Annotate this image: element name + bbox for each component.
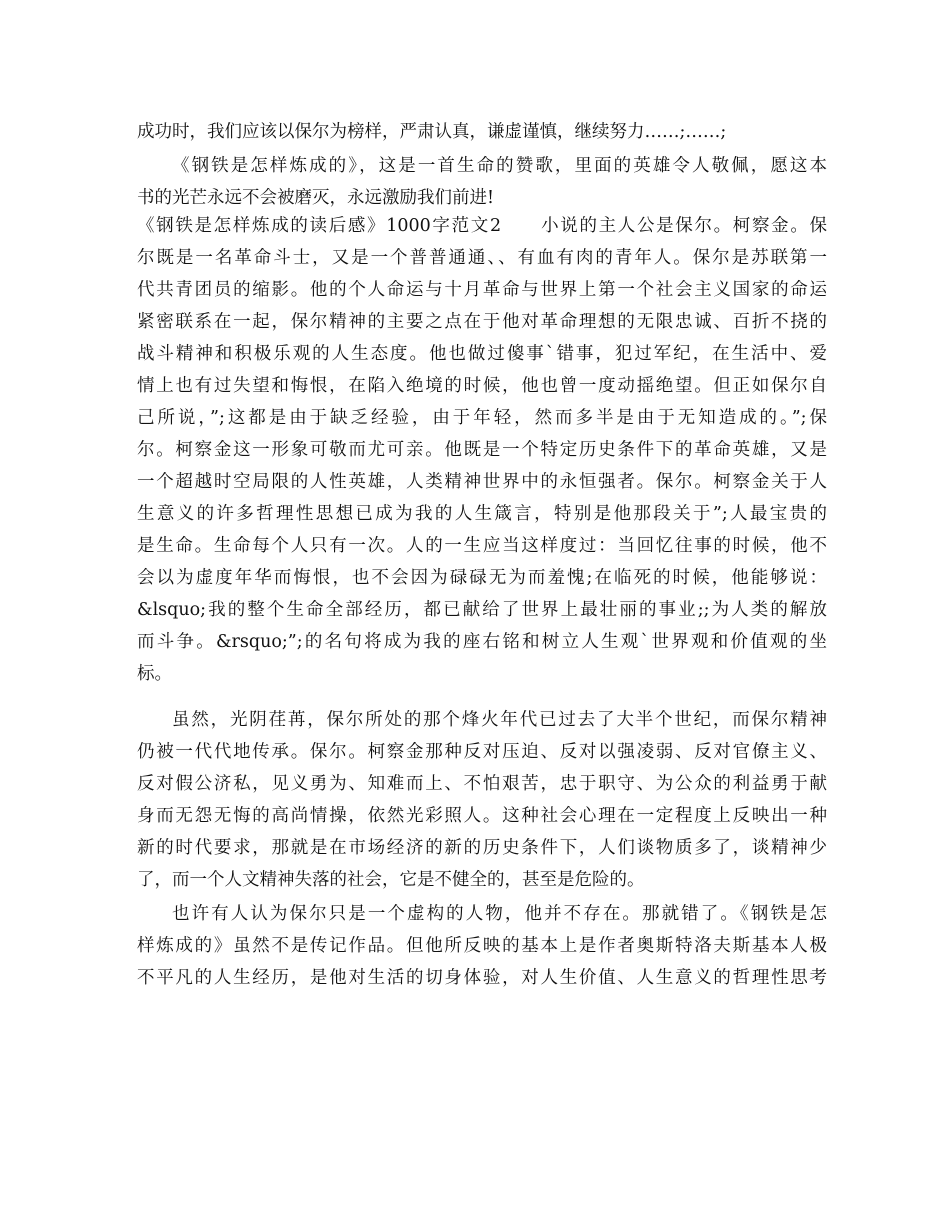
text-line: 书的光芒永远不会被磨灭，永远激励我们前进! bbox=[137, 188, 495, 208]
text-line: 反对假公济私，见义勇为、知难而上、不怕艰苦，忠于职守、为公众的利益勇于献 bbox=[137, 774, 827, 794]
text-line: 了，而一个人文精神失落的社会，它是不健全的，甚至是危险的。 bbox=[137, 870, 645, 890]
text-line: 会以为虚度年华而悔恨，也不会因为碌碌无为而羞愧;在临死的时候，他能够说： bbox=[137, 568, 827, 588]
text-line: 而斗争。&rsquo;”;的名句将成为我的座右铭和树立人生观`世界观和价值观的坐 bbox=[137, 632, 827, 652]
text-line: 紧密联系在一起，保尔精神的主要之点在于他对革命理想的无限忠诚、百折不挠的 bbox=[137, 312, 827, 332]
text-line: 一个超越时空局限的人性英雄，人类精神世界中的永恒强者。保尔。柯察金关于人 bbox=[137, 472, 827, 492]
text-line: 《钢铁是怎样炼成的》，这是一首生命的赞歌，里面的英雄令人敬佩，愿这本 bbox=[172, 156, 827, 176]
text-line: 标。 bbox=[137, 664, 172, 684]
text-line: 是生命。生命每个人只有一次。人的一生应当这样度过：当回忆往事的时候，他不 bbox=[137, 536, 827, 556]
text-line: 尔。柯察金这一形象可敬而尤可亲。他既是一个特定历史条件下的革命英雄，又是 bbox=[137, 440, 827, 460]
text-line: 己所说，”;这都是由于缺乏经验，由于年轻，然而多半是由于无知造成的。”;保 bbox=[137, 408, 827, 428]
text-line: 情上也有过失望和悔恨，在陷入绝境的时候，他也曾一度动摇绝望。但正如保尔自 bbox=[137, 376, 827, 396]
text-line: 新的时代要求，那就是在市场经济的新的历史条件下，人们谈物质多了，谈精神少 bbox=[137, 838, 827, 858]
text-line: 身而无怨无悔的高尚情操，依然光彩照人。这种社会心理在一定程度上反映出一种 bbox=[137, 806, 827, 826]
text-line: 不平凡的人生经历，是他对生活的切身体验，对人生价值、人生意义的哲理性思考 bbox=[137, 968, 827, 988]
text-line: 虽然，光阴荏苒，保尔所处的那个烽火年代已过去了大半个世纪，而保尔精神 bbox=[172, 710, 827, 730]
text-line: 尔既是一名革命斗士，又是一个普普通通、、有血有肉的青年人。保尔是苏联第一 bbox=[137, 248, 827, 268]
text-line: 生意义的许多哲理性思想已成为我的人生箴言，特别是他那段关于”;人最宝贵的 bbox=[137, 504, 827, 524]
text-line: &lsquo;我的整个生命全部经历，都已献给了世界上最壮丽的事业;;为人类的解放 bbox=[137, 600, 827, 620]
text-line: 成功时，我们应该以保尔为榜样，严肃认真，谦虚谨慎，继续努力……;……; bbox=[137, 122, 727, 142]
text-line: 代共青团员的缩影。他的个人命运与十月革命与世界上第一个社会主义国家的命运 bbox=[137, 280, 827, 300]
text-line: 《钢铁是怎样炼成的读后感》1000字范文2 小说的主人公是保尔。柯察金。保 bbox=[137, 216, 827, 236]
text-line: 样炼成的》虽然不是传记作品。但他所反映的基本上是作者奥斯特洛夫斯基本人极 bbox=[137, 936, 827, 956]
text-line: 也许有人认为保尔只是一个虚构的人物，他并不存在。那就错了。《钢铁是怎 bbox=[172, 904, 827, 924]
text-line: 战斗精神和积极乐观的人生态度。他也做过傻事`错事，犯过军纪，在生活中、爱 bbox=[137, 344, 827, 364]
text-line: 仍被一代代地传承。保尔。柯察金那种反对压迫、反对以强凌弱、反对官僚主义、 bbox=[137, 742, 827, 762]
